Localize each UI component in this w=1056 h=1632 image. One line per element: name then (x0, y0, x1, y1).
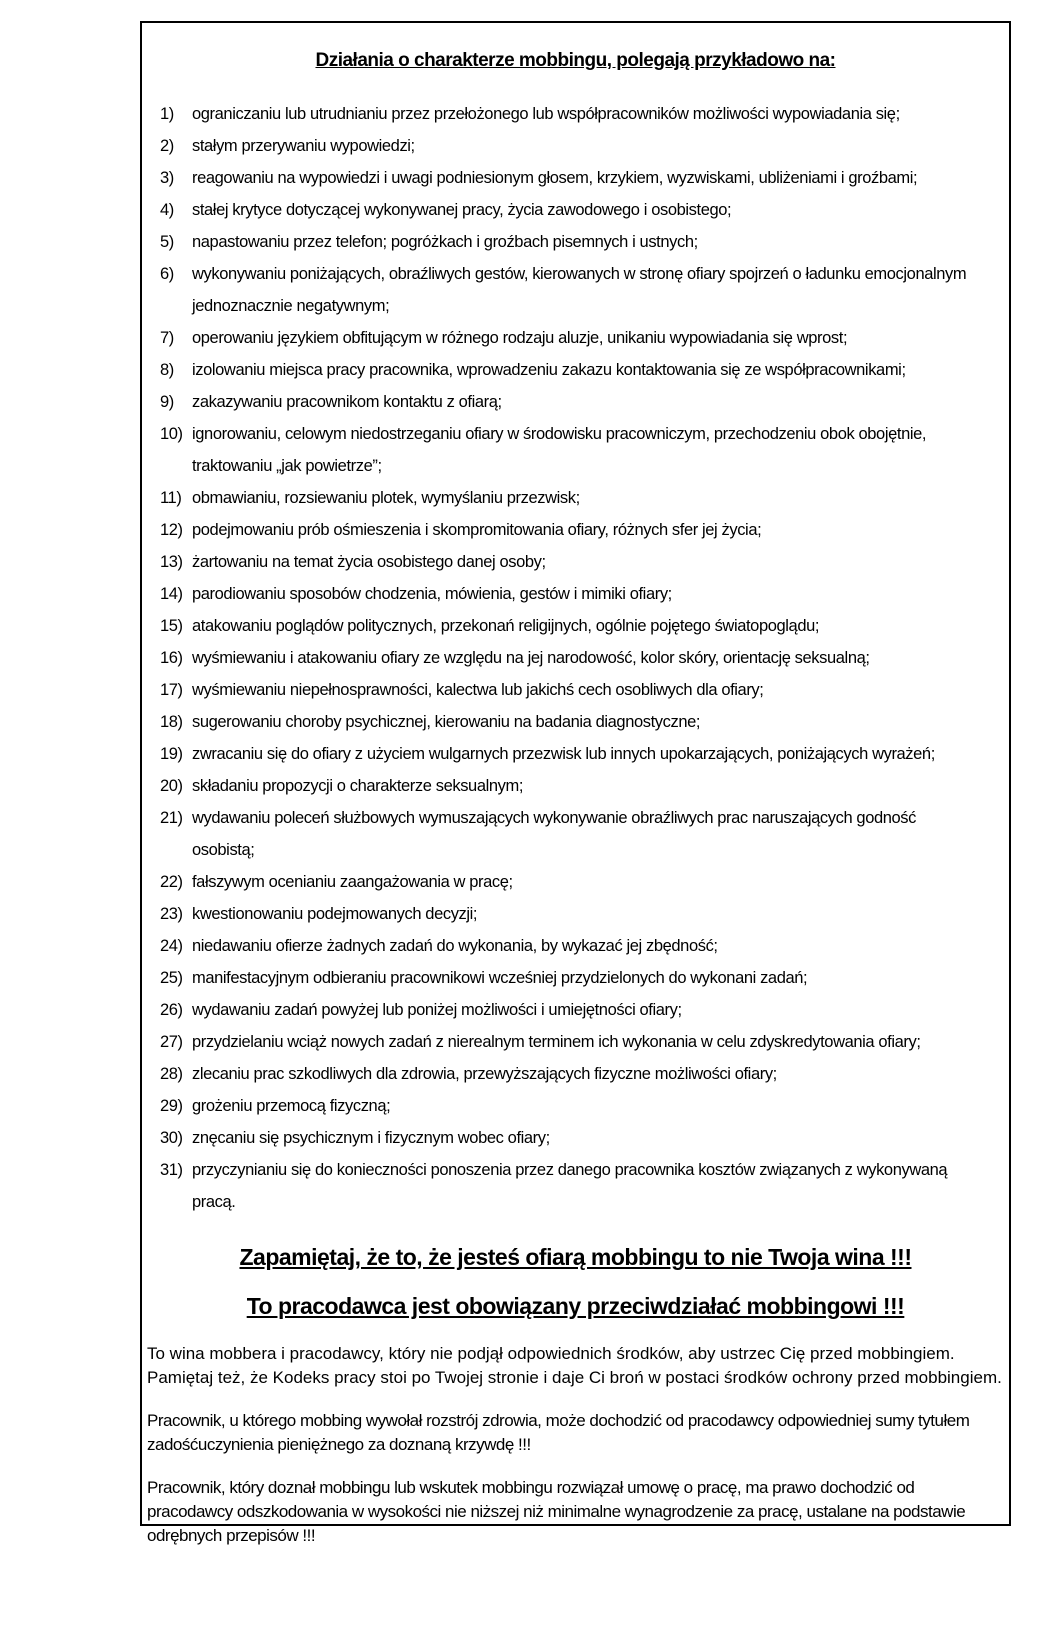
item-text: niedawaniu ofierze żadnych zadań do wykonania, by wykazać jej zbędność; (192, 937, 718, 955)
list-item (160, 1122, 971, 1154)
item-text: wydawaniu poleceń służbowych wymuszających wykonywanie obraźliwych prac naruszających godność osobistą; (192, 809, 916, 859)
list-item (160, 610, 971, 642)
item-number: 10) (160, 425, 183, 443)
item-number: 17) (160, 681, 183, 699)
item-text: zlecaniu prac szkodliwych dla zdrowia, przewyższających fizyczne możliwości ofiary; (192, 1065, 777, 1083)
item-number: 7) (160, 329, 174, 347)
headline-employer-obligation: To pracodawca jest obowiązany przeciwdziałać mobbingowi !!! (246, 1293, 905, 1319)
item-number: 14) (160, 585, 183, 603)
list-item (160, 482, 971, 514)
list-item (160, 802, 971, 866)
list-item (160, 898, 971, 930)
item-number: 31) (160, 1161, 183, 1179)
item-number: 3) (160, 169, 174, 187)
item-number: 11) (160, 489, 182, 507)
item-number: 21) (160, 809, 183, 827)
item-text: fałszywym ocenianiu zaangażowania w pracę; (192, 873, 513, 891)
list-item (160, 354, 971, 386)
item-text: izolowaniu miejsca pracy pracownika, wprowadzeniu zakazu kontaktowania się ze współpracownikami; (192, 361, 906, 379)
list-item (160, 866, 971, 898)
item-text: ignorowaniu, celowym niedostrzeganiu ofiary w środowisku pracowniczym, przechodzeniu obok obojętnie, traktowaniu „jak powietrze”; (192, 425, 927, 475)
list-item (160, 322, 971, 354)
list-item (160, 162, 971, 194)
item-text: kwestionowaniu podejmowanych decyzji; (192, 905, 478, 923)
item-text: zakazywaniu pracownikom kontaktu z ofiarą; (192, 393, 502, 411)
list-item (160, 130, 971, 162)
item-text: wydawaniu zadań powyżej lub poniżej możliwości i umiejętności ofiary; (192, 1001, 682, 1019)
paragraph-contract-compensation: Pracownik, który doznał mobbingu lub wskutek mobbingu rozwiązał umowę o pracę, ma prawo dochodzić od pracodawcy odszkodowania w wysokości nie niższej niż minimalne wynagrodzenie za pracę, ustalane na podstawie odrębnych przepisów !!! (147, 1478, 966, 1545)
item-number: 13) (160, 553, 183, 571)
item-number: 16) (160, 649, 183, 667)
item-number: 19) (160, 745, 183, 763)
item-text: wyśmiewaniu niepełnosprawności, kalectwa lub jakichś cech osobliwych dla ofiary; (192, 681, 764, 699)
list-item (160, 994, 971, 1026)
item-text: podejmowaniu prób ośmieszenia i skompromitowania ofiary, różnych sfer jej życia; (192, 521, 762, 539)
list-item (160, 962, 971, 994)
item-number: 23) (160, 905, 183, 923)
item-text: wykonywaniu poniżających, obraźliwych gestów, kierowanych w stronę ofiary spojrzeń o ładunku emocjonalnym jednoznacznie negatywnym; (192, 265, 967, 315)
list-item (160, 226, 971, 258)
list-item (160, 1090, 971, 1122)
item-text: operowaniu językiem obfitującym w różnego rodzaju aluzje, unikaniu wypowiadania się wprost; (192, 329, 848, 347)
list-item (160, 930, 971, 962)
list-item (160, 418, 971, 482)
item-text: grożeniu przemocą fizyczną; (192, 1097, 391, 1115)
item-text: przyczynianiu się do konieczności ponoszenia przez danego pracownika kosztów związanych z wykonywaną pracą. (192, 1161, 948, 1211)
item-number: 2) (160, 137, 174, 155)
list-item (160, 578, 971, 610)
item-number: 6) (160, 265, 174, 283)
item-number: 26) (160, 1001, 183, 1019)
item-text: stałej krytyce dotyczącej wykonywanej pracy, życia zawodowego i osobistego; (192, 201, 732, 219)
item-number: 12) (160, 521, 183, 539)
closing-paragraphs (147, 1342, 1004, 1548)
list-item (160, 1026, 971, 1058)
item-text: znęcaniu się psychicznym i fizycznym wobec ofiary; (192, 1129, 550, 1147)
item-text: wyśmiewaniu i atakowaniu ofiary ze względu na jej narodowość, kolor skóry, orientację seksualną; (192, 649, 870, 667)
item-text: napastowaniu przez telefon; pogróżkach i groźbach pisemnych i ustnych; (192, 233, 698, 251)
item-text: stałym przerywaniu wypowiedzi; (192, 137, 415, 155)
item-text: obmawianiu, rozsiewaniu plotek, wymyślaniu przezwisk; (192, 489, 580, 507)
item-number: 4) (160, 201, 174, 219)
item-number: 30) (160, 1129, 183, 1147)
item-number: 20) (160, 777, 183, 795)
list-item (160, 546, 971, 578)
item-text: manifestacyjnym odbieraniu pracownikowi wcześniej przydzielonych do wykonani zadań; (192, 969, 808, 987)
item-number: 22) (160, 873, 183, 891)
list-item (160, 738, 971, 770)
item-text: zwracaniu się do ofiary z użyciem wulgarnych przezwisk lub innych upokarzających, poniżających wyrażeń; (192, 745, 935, 763)
item-number: 28) (160, 1065, 183, 1083)
mobbing-list (160, 98, 971, 1218)
list-item (160, 98, 971, 130)
item-number: 24) (160, 937, 183, 955)
paragraph-health-compensation: Pracownik, u którego mobbing wywołał rozstrój zdrowia, może dochodzić od pracodawcy odpowiedniej sumy tytułem zadośćuczynienia pieniężnego za doznaną krzywdę !!! (147, 1411, 970, 1454)
list-item (160, 386, 971, 418)
item-text: przydzielaniu wciąż nowych zadań z nierealnym terminem ich wykonania w celu zdyskredytowania ofiary; (192, 1033, 921, 1051)
item-text: reagowaniu na wypowiedzi i uwagi podniesionym głosem, krzykiem, wyzwiskami, ubliżeniami i groźbami; (192, 169, 918, 187)
paragraph-employer-blame: To wina mobbera i pracodawcy, który nie podjął odpowiednich środków, aby ustrzec Cię przed mobbingiem. Pamiętaj też, że Kodeks pracy stoi po Twojej stronie i daje Ci broń w postaci środków ochrony przed mobbingiem. (147, 1344, 1002, 1387)
item-number: 27) (160, 1033, 183, 1051)
item-number: 29) (160, 1097, 183, 1115)
list-item (160, 674, 971, 706)
list-item (160, 514, 971, 546)
item-number: 5) (160, 233, 174, 251)
item-text: sugerowaniu choroby psychicznej, kierowaniu na badania diagnostyczne; (192, 713, 701, 731)
list-item (160, 706, 971, 738)
list-item (160, 1058, 971, 1090)
item-text: ograniczaniu lub utrudnianiu przez przełożonego lub współpracowników możliwości wypowiadania się; (192, 105, 900, 123)
list-item (160, 1154, 971, 1218)
item-number: 25) (160, 969, 183, 987)
list-item (160, 194, 971, 226)
document-sheet (140, 21, 1011, 1545)
list-item (160, 258, 971, 322)
item-text: atakowaniu poglądów politycznych, przekonań religijnych, ogólnie pojętego światopoglądu; (192, 617, 820, 635)
list-item (160, 770, 971, 802)
headline-not-your-fault: Zapamiętaj, że to, że jesteś ofiarą mobbingu to nie Twoja wina !!! (239, 1244, 912, 1270)
item-number: 1) (160, 105, 174, 123)
item-number: 15) (160, 617, 183, 635)
item-number: 8) (160, 361, 174, 379)
item-text: parodiowaniu sposobów chodzenia, mówienia, gestów i mimiki ofiary; (192, 585, 672, 603)
item-number: 9) (160, 393, 174, 411)
list-item (160, 642, 971, 674)
item-number: 18) (160, 713, 183, 731)
document-title: Działania o charakterze mobbingu, polegają przykładowo na: (315, 50, 836, 71)
item-text: składaniu propozycji o charakterze seksualnym; (192, 777, 524, 795)
item-text: żartowaniu na temat życia osobistego danej osoby; (192, 553, 546, 571)
